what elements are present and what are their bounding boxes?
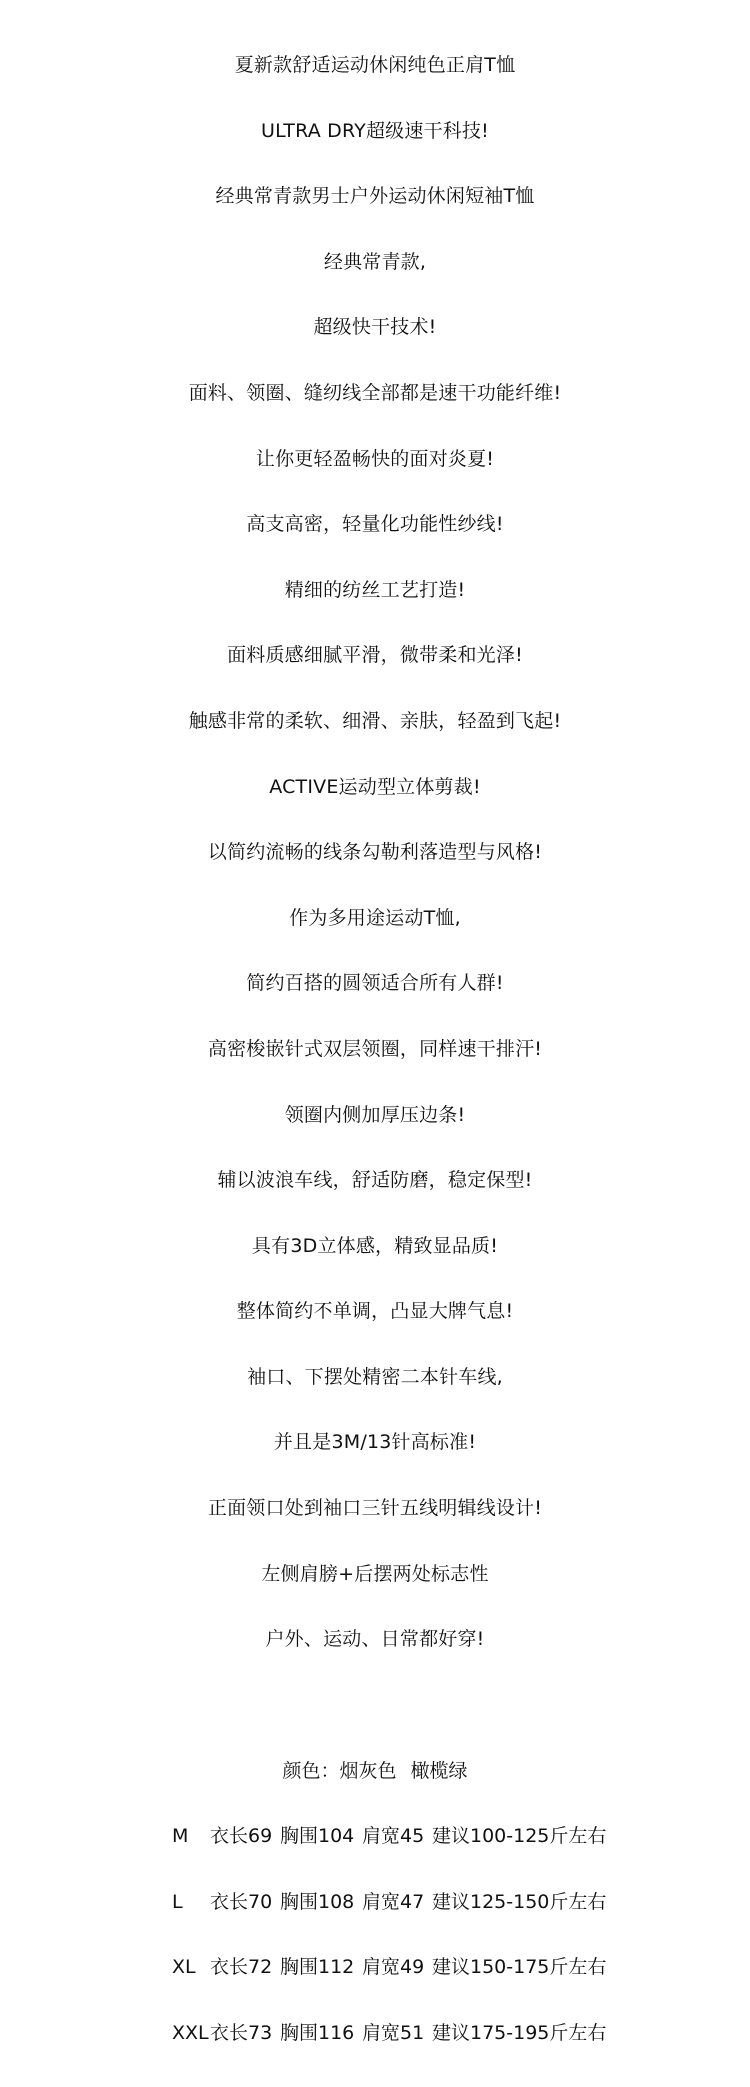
shoulder-width: 肩宽49 (362, 1956, 425, 1979)
size-label: XXL (172, 2021, 209, 2044)
description-line: 正面领口处到袖口三针五线明辑线设计! (207, 1497, 543, 1520)
description-line: 夏新款舒适运动休闲纯色正肩T恤 (234, 54, 516, 76)
size-row (0, 2016, 750, 2082)
description-line: 让你更轻盈畅快的面对炎夏! (255, 447, 495, 470)
garment-length: 衣长69 (210, 1825, 273, 1847)
description-line: 面料、领圈、缝纫线全部都是速干功能纤维! (188, 381, 562, 404)
shoulder-width: 肩宽51 (362, 2021, 425, 2044)
garment-length: 衣长73 (210, 2021, 273, 2044)
garment-length: 衣长72 (210, 1956, 273, 1979)
size-row (0, 1950, 750, 2016)
description-line: 高支高密，轻量化功能性纱线! (246, 513, 504, 536)
color-options (0, 1754, 750, 1788)
size-row (0, 1885, 750, 1951)
product-description (0, 48, 750, 1688)
chest-size: 胸围108 (280, 1890, 355, 1913)
size-chart (0, 1819, 750, 2081)
weight-recommendation: 建议100-125斤左右 (432, 1825, 607, 1847)
description-line: ACTIVE运动型立体剪裁! (269, 775, 481, 798)
description-line: 超级快干技术! (313, 316, 437, 339)
description-line: 经典常青款男士户外运动休闲短袖T恤 (215, 185, 535, 208)
description-line: ULTRA DRY超级速干科技! (261, 119, 489, 142)
description-line: 户外、运动、日常都好穿! (265, 1628, 485, 1651)
description-line: 袖口、下摆处精密二本针车线, (247, 1365, 503, 1388)
weight-recommendation: 建议175-195斤左右 (432, 2021, 607, 2044)
description-line: 具有3D立体感，精致显品质! (251, 1234, 499, 1257)
description-line: 面料质感细腻平滑，微带柔和光泽! (227, 644, 523, 667)
description-line: 并且是3M/13针高标准! (273, 1431, 477, 1454)
garment-length: 衣长70 (210, 1890, 273, 1913)
color-option: 橄榄绿 (410, 1760, 468, 1782)
chest-size: 胸围116 (280, 2021, 355, 2044)
size-row (0, 1819, 750, 1885)
size-label: L (172, 1890, 183, 1913)
description-line: 以简约流畅的线条勾勒利落造型与风格! (207, 841, 543, 864)
size-label: M (172, 1825, 189, 1847)
shoulder-width: 肩宽45 (362, 1825, 425, 1847)
description-line: 高密梭嵌针式双层领圈，同样速干排汗! (207, 1037, 543, 1060)
size-label: XL (172, 1956, 196, 1979)
description-line: 触感非常的柔软、细滑、亲肤，轻盈到飞起! (188, 709, 562, 732)
description-line: 简约百搭的圆领适合所有人群! (246, 972, 504, 995)
description-line: 左侧肩膀+后摆两处标志性 (261, 1562, 489, 1585)
description-line: 领圈内侧加厚压边条! (284, 1103, 466, 1126)
description-line: 整体简约不单调，凸显大牌气息! (236, 1300, 514, 1323)
chest-size: 胸围112 (280, 1956, 355, 1979)
description-line: 经典常青款, (323, 250, 427, 273)
description-line: 作为多用途运动T恤, (289, 906, 461, 929)
weight-recommendation: 建议125-150斤左右 (432, 1890, 607, 1913)
description-line: 精细的纺丝工艺打造! (284, 578, 466, 601)
weight-recommendation: 建议150-175斤左右 (432, 1956, 607, 1979)
chest-size: 胸围104 (280, 1825, 355, 1847)
shoulder-width: 肩宽47 (362, 1890, 425, 1913)
description-line: 辅以波浪车线，舒适防磨，稳定保型! (217, 1169, 533, 1192)
color-label: 颜色：烟灰色 (282, 1760, 397, 1782)
